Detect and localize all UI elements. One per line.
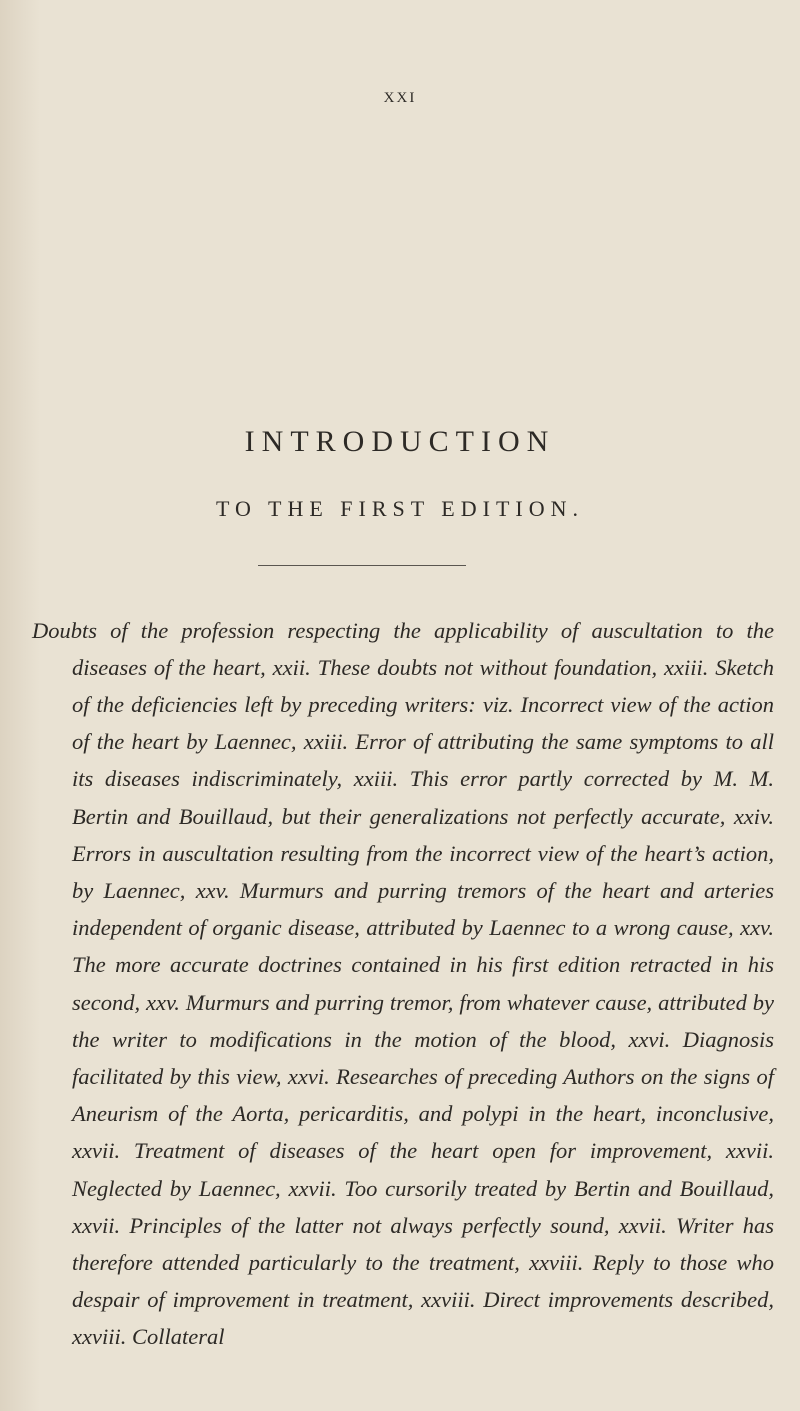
divider-rule	[258, 565, 466, 566]
section-subtitle: TO THE FIRST EDITION.	[216, 496, 584, 521]
section-title: INTRODUCTION	[244, 425, 556, 458]
contents-summary-paragraph: Doubts of the profession respecting the applicability of auscultation to the diseases of the heart, xxii. These doubts not without foundation, xxiii. Sketch of the deficiencies left by preceding writers: viz. Incorrect view of the action of the heart by Laennec, xxiii. Error of attributing the same symptoms to all its diseases indiscriminately, xxiii. This error partly corrected by M. M. Bertin and Bouillaud, but their generalizations not perfectly accurate, xxiv. Errors in auscultation resulting from the incorrect view of the heart’s action, by Laennec, xxv. Murmurs and purring tremors of the heart and arteries independent of organic disease, attributed by Laennec to a wrong cause, xxv. The more accurate doctrines contained in his first edition retracted in his second, xxv. Murmurs and purring tremor, from whatever cause, attributed by the writer to modifications in the motion of the blood, xxvi. Diagnosis facilitated by this view, xxvi. Researches of preceding Authors on the signs of Aneurism of the Aorta, pericarditis, and polypi in the heart, inconclusive, xxvii. Treatment of diseases of the heart open for improvement, xxvii. Neglected by Laennec, xxvii. Too cursorily treated by Bertin and Bouillaud, xxvii. Principles of the latter not always perfectly sound, xxvii. Writer has therefore attended particularly to the treatment, xxviii. Reply to those who despair of improvement in treatment, xxviii. Direct improvements described, xxviii. Collateral	[32, 617, 774, 1350]
page-number: xxi	[383, 82, 417, 107]
